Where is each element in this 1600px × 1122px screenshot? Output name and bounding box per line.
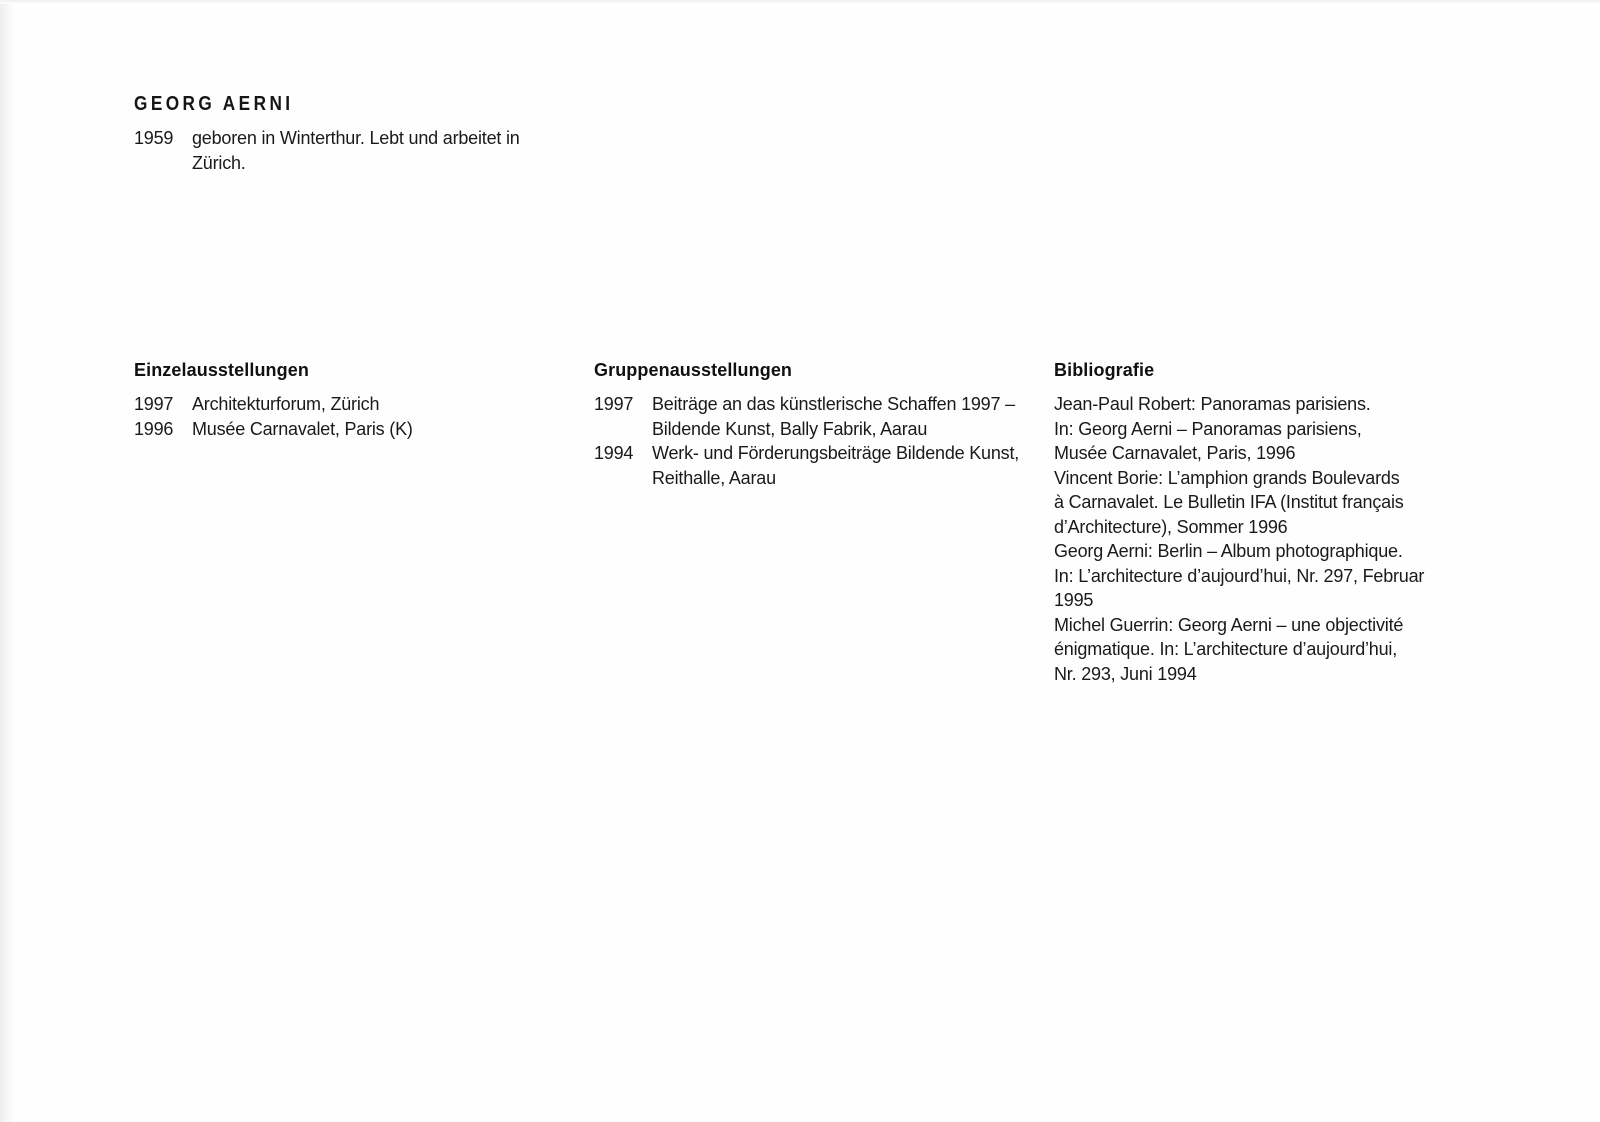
- entry-year: 1997: [594, 394, 634, 414]
- bibliography-entry: Jean-Paul Robert: Panoramas parisiens. In: Georg Aerni – Panoramas parisiens, Musée Carnavalet, Paris, 1996: [1054, 394, 1371, 463]
- bibliografie-list: [1054, 392, 1474, 686]
- page-edge-top: [0, 0, 1600, 4]
- bibliografie-heading: Bibliografie: [1054, 360, 1155, 380]
- list-item: [594, 392, 1024, 441]
- gruppenausstellungen-section: [594, 358, 1024, 490]
- einzelausstellungen-section: [134, 358, 554, 441]
- bibliography-entry: Michel Guerrin: Georg Aerni – une objectivité énigmatique. In: L’architecture d’aujourd’hui, Nr. 293, Juni 1994: [1054, 614, 1404, 684]
- bio-entry: [134, 126, 564, 175]
- gruppenausstellungen-list: [594, 392, 1024, 490]
- entry-text: Werk- und Förderungsbeiträge Bildende Kunst, Reithalle, Aarau: [652, 443, 1020, 488]
- bio-text: geboren in Winterthur. Lebt und arbeitet in Zürich.: [192, 128, 520, 173]
- entry-year: 1994: [594, 443, 634, 463]
- bibliografie-section: [1054, 358, 1474, 686]
- artist-name: GEORG AERNI: [134, 93, 294, 115]
- list-item: [594, 441, 1024, 490]
- list-item: [134, 417, 554, 442]
- einzelausstellungen-list: [134, 392, 554, 441]
- bibliography-entry: Vincent Borie: L’amphion grands Boulevards à Carnavalet. Le Bulletin IFA (Institut français d’Architecture), Sommer 1996: [1054, 467, 1404, 537]
- entry-text: Musée Carnavalet, Paris (K): [192, 418, 413, 439]
- entry-year: 1997: [134, 394, 174, 414]
- einzelausstellungen-heading: Einzelausstellungen: [134, 360, 309, 380]
- bibliography-entry: Georg Aerni: Berlin – Album photographique. In: L’architecture d’aujourd’hui, Nr. 297, Februar 1995: [1054, 541, 1425, 610]
- entry-text: Architekturforum, Zürich: [192, 394, 380, 414]
- list-item: [134, 392, 554, 417]
- artist-bio: [134, 126, 564, 175]
- entry-text: Beiträge an das künstlerische Schaffen 1997 – Bildende Kunst, Bally Fabrik, Aarau: [652, 394, 1015, 439]
- gruppenausstellungen-heading: Gruppenausstellungen: [594, 360, 793, 380]
- entry-year: 1996: [134, 418, 174, 439]
- bio-year: 1959: [134, 128, 174, 148]
- page-edge: [0, 0, 14, 1122]
